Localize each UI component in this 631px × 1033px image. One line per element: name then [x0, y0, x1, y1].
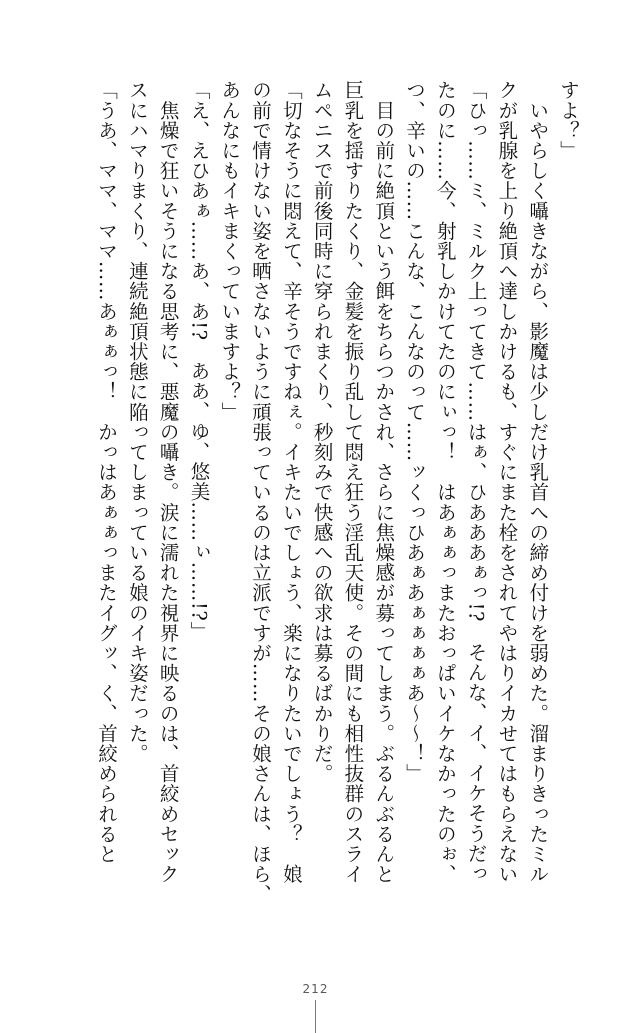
text-line: スにハマりまくり、連続絶頂状態に陥ってしまっている娘のイキ姿だった。 — [125, 80, 149, 764]
text-line: ムペニスで前後同時に穿られまくり、秒刻みで快感への欲求は募るばかりだ。 — [310, 80, 334, 784]
text-line: 「え、えひあぁ……あ、あ!? ああ、ゆ、悠美……ぃ……!?」 — [187, 80, 211, 642]
page-number-rule — [315, 1000, 316, 1033]
text-line: 焦燥で狂いそうになる思考に、悪魔の囁き。涙に濡れた視界に映るのは、首絞めセック — [156, 80, 180, 884]
text-line: クが乳腺を上り絶頂へ達しかけるも、すぐにまた栓をされてやはりイカせてはもらえない — [495, 80, 519, 884]
text-line: あんなにもイキまくっていますよ？」 — [218, 80, 242, 422]
text-line: 「ひっ……ミ、ミルク上ってきて……はぁ、ひあああぁっ!? そんな、イ、イケそうだっ — [464, 80, 488, 884]
text-line: いやらしく囁きながら、影魔は少しだけ乳首への締め付けを弱めた。溜まりきったミル — [526, 80, 550, 884]
text-line: 目の前に絶頂という餌をちらつかされ、さらに焦燥感が募ってしまう。ぶるんぶるんと — [372, 80, 396, 884]
text-line: 巨乳を揺すりたくり、金髪を振り乱して悶え狂う淫乱天使。その間にも相性抜群のスライ — [341, 80, 365, 884]
text-line: 「切なそうに悶えて、辛そうですねぇ。イキたいでしょう、楽になりたいでしょう？ 娘 — [279, 80, 303, 884]
text-line: つ、辛いの……こんな、こんなのって……ッくっひあぁあぁぁぁぁあ〜〜！」 — [403, 80, 427, 784]
text-line: の前で情けない姿を晒さないように頑張っているのは立派ですが……その娘さんは、ほら、 — [249, 80, 273, 905]
text-line: 「うあ、ママ、ママ……あぁぁっ！ かっはあぁぁっまたイグッ、く、首絞められると — [95, 80, 119, 864]
page-number: 212 — [302, 982, 329, 996]
text-line: すよ？」 — [557, 80, 580, 161]
vertical-text-block — [38, 80, 583, 940]
text-line: たのに……今、射乳しかけてたのにぃっ！ はあぁぁっまたおっぱいイケなかったのぉ、 — [433, 80, 457, 884]
